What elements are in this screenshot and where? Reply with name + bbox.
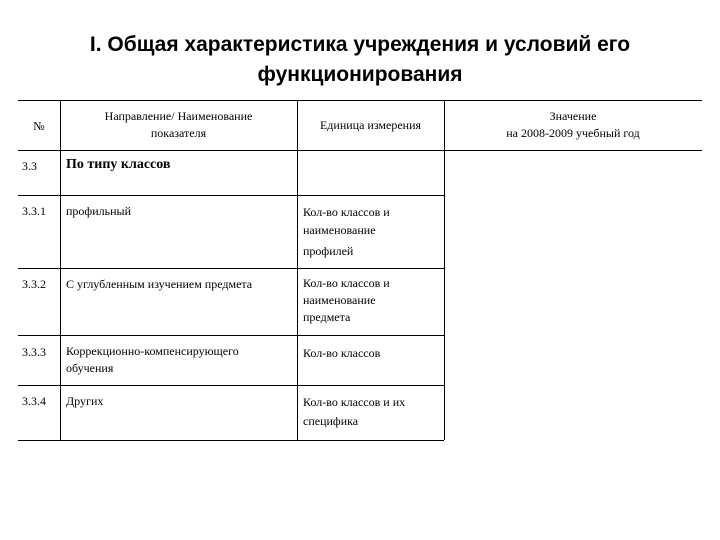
row-unit	[303, 275, 443, 326]
header-value-line: Значение	[549, 109, 597, 123]
row-unit-line: Кол-во классов и	[303, 205, 390, 219]
row-unit	[303, 345, 443, 362]
rule-row-3	[18, 268, 444, 269]
row-num: 3.3	[22, 159, 37, 173]
row-num: 3.3.2	[22, 277, 46, 291]
row-name: Коррекционно-компенсирующего обучения	[66, 344, 239, 375]
col-divider-1	[60, 100, 61, 440]
col-divider-2	[297, 100, 298, 440]
header-direction-line: показателя	[150, 126, 207, 140]
title-line-1: I. Общая характеристика учреждения и условий его	[89, 33, 631, 56]
rule-row-1	[18, 150, 702, 151]
page-title	[0, 30, 720, 90]
row-name: Других	[66, 394, 104, 408]
row-unit	[303, 203, 443, 260]
header-value-line: на 2008-2009 учебный год	[506, 126, 640, 140]
rule-bottom	[18, 440, 444, 441]
row-unit-line: Кол-во классов и их	[303, 395, 406, 409]
col-divider-3	[444, 100, 445, 440]
row-unit	[303, 393, 443, 431]
row-unit-line: профилей	[303, 244, 354, 258]
header-direction-line: Направление/ Наименование	[104, 109, 253, 123]
row-unit-line: наименование	[303, 223, 376, 237]
title-line-2: функционирования	[257, 63, 463, 86]
rule-top	[18, 100, 702, 101]
row-num: 3.3.1	[22, 204, 46, 218]
row-num: 3.3.3	[22, 345, 46, 359]
header-unit-text: Единица измерения	[319, 118, 422, 132]
row-num: 3.3.4	[22, 394, 46, 408]
row-unit-line: Кол-во классов и	[303, 276, 390, 290]
header-num	[18, 118, 60, 135]
header-unit	[297, 117, 444, 134]
row-name: По типу классов	[66, 157, 171, 172]
row-name: профильный	[66, 204, 131, 218]
characteristics-table	[18, 100, 702, 440]
row-unit-line: наименование	[303, 293, 376, 307]
rule-row-2	[18, 195, 444, 196]
header-value	[444, 108, 702, 142]
rule-row-4	[18, 335, 444, 336]
row-unit-line: Кол-во классов	[303, 346, 381, 360]
row-unit-line: специфика	[303, 414, 359, 428]
row-unit-line: предмета	[303, 310, 351, 324]
header-num-text: №	[33, 119, 45, 133]
header-direction	[60, 108, 297, 142]
rule-row-5	[18, 385, 444, 386]
row-name: С углубленным изучением предмета	[66, 277, 253, 291]
